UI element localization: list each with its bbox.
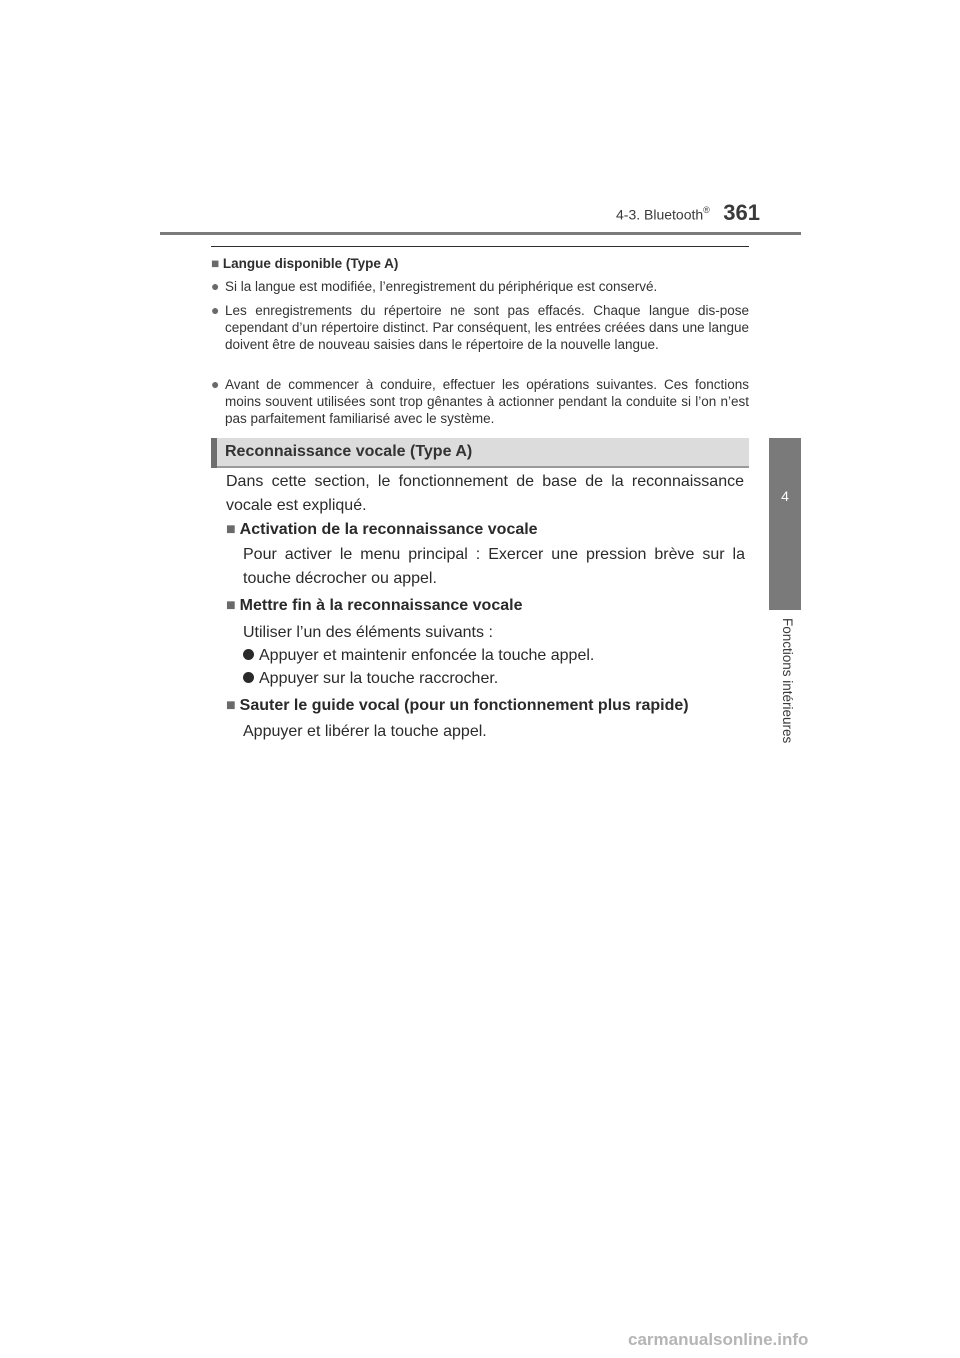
list-item-text: Les enregistrements du répertoire ne sont pas effacés. Chaque langue dis-pose cependant d’un répertoire distinct. Par conséquent, les entrées créées dans une langue doivent être de nouveau saisies dans le répertoire de la nouvelle langue. [225, 303, 749, 353]
activate-body: Pour activer le menu principal : Exercer une pression brève sur la touche décrocher ou appel. [243, 546, 745, 587]
list-item-text: Appuyer et maintenir enfoncée la touche appel. [259, 647, 595, 664]
end-heading [226, 597, 522, 615]
bullet-dot-icon: ● [211, 302, 220, 318]
page-number: 361 [723, 200, 760, 225]
list-item [243, 670, 498, 688]
section-title-text: 4-3. Bluetooth [616, 206, 704, 223]
square-bullet-icon: ■ [226, 697, 236, 714]
activate-heading-text: Activation de la reconnaissance vocale [239, 521, 538, 538]
bullet-dot-icon: ● [211, 278, 220, 294]
list-item [211, 376, 749, 428]
list-item [211, 278, 749, 295]
chapter-label: Fonctions intérieures [780, 618, 795, 744]
square-bullet-icon: ■ [211, 256, 220, 271]
list-item [243, 647, 594, 665]
square-bullet-icon: ■ [226, 597, 236, 614]
skip-heading-text: Sauter le guide vocal (pour un fonctionnement plus rapide) [239, 697, 689, 714]
end-lead: Utiliser l’un des éléments suivants : [243, 624, 493, 641]
intro-paragraph: Dans cette section, le fonctionnement de base de la reconnaissance vocale est expliqué. [226, 473, 744, 514]
list-item-text: Appuyer sur la touche raccrocher. [259, 670, 499, 687]
chapter-number: 4 [781, 488, 789, 504]
bullet-dot-icon: ● [211, 376, 220, 392]
square-bullet-icon: ■ [226, 521, 236, 538]
section-title-voice-recognition: Reconnaissance vocale (Type A) [225, 443, 473, 460]
list-item-text: Avant de commencer à conduire, effectuer les opérations suivantes. Ces fonctions moins souvent utilisées sont trop gênantes à actionner pendant la conduite si l’on n’est pas parfaitement familiarisé avec le système. [225, 377, 749, 427]
available-language-heading [211, 256, 398, 271]
skip-heading [226, 697, 689, 715]
bullet-dot-icon [243, 649, 254, 660]
skip-body: Appuyer et libérer la touche appel. [243, 723, 487, 740]
bullet-dot-icon [243, 672, 254, 683]
section-accent [211, 438, 217, 468]
content-divider [211, 246, 749, 247]
section-title [616, 206, 710, 223]
watermark: carmanualsonline.info [628, 1330, 809, 1349]
chapter-tab [769, 438, 801, 610]
list-item-text: Si la langue est modifiée, l’enregistrement du périphérique est conservé. [225, 279, 658, 294]
available-language-heading-text: Langue disponible (Type A) [222, 256, 399, 271]
activate-heading [226, 521, 538, 539]
end-heading-text: Mettre fin à la reconnaissance vocale [239, 597, 523, 614]
registered-mark: ® [703, 205, 710, 215]
section-header-bar [211, 438, 749, 468]
header-divider [160, 232, 801, 235]
list-item [211, 302, 749, 354]
